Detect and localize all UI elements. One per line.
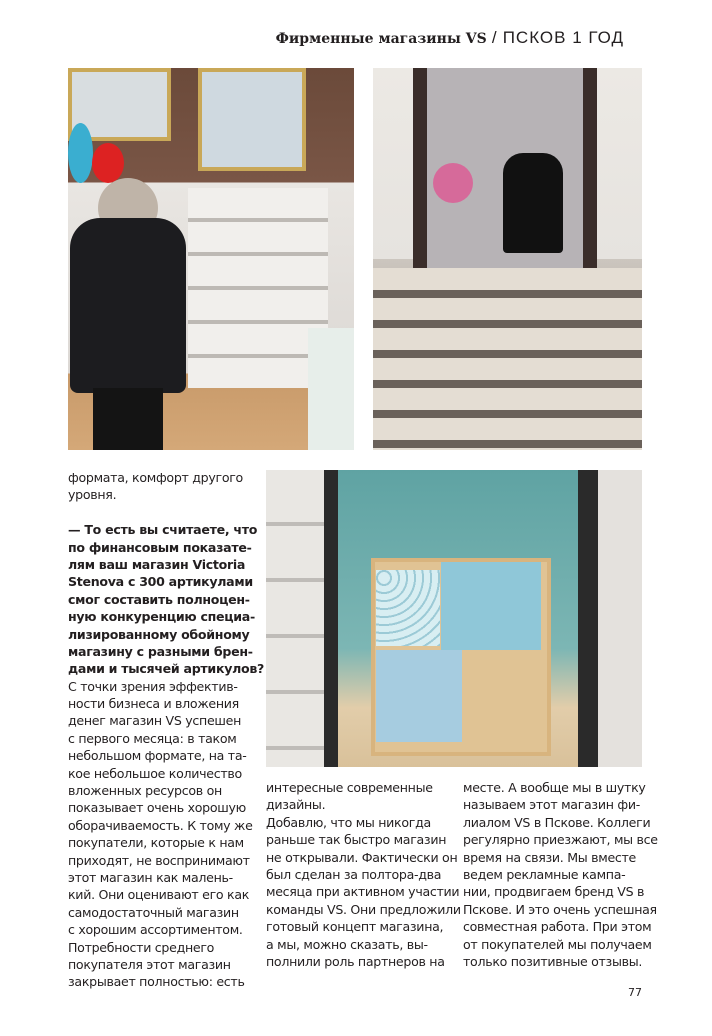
- text-line: ности бизнеса и вложения: [68, 696, 239, 712]
- text-line: с хорошим ассортиментом.: [68, 922, 243, 938]
- question-line: магазину с разными брен-: [68, 643, 253, 659]
- wallpaper-shelf: [188, 188, 328, 388]
- roll-stand-panel: [376, 650, 462, 742]
- text-line: вложенных ресурсов он: [68, 783, 222, 799]
- text-line: небольшом формате, на та-: [68, 748, 247, 764]
- text-line: дизайны.: [266, 797, 326, 813]
- text-line: Пскове. И это очень успешная: [463, 901, 657, 917]
- article-title: ПСКОВ 1 ГОД: [502, 28, 624, 47]
- question-line: смог составить полноцен-: [68, 591, 250, 607]
- photo-display-chair: [373, 68, 642, 450]
- photo-customer-in-store: [68, 68, 354, 450]
- text-line: денег магазин VS успешен: [68, 713, 242, 729]
- text-line: команды VS. Они предложили: [266, 901, 461, 917]
- panel-frame: [413, 68, 427, 268]
- person-jacket: [70, 218, 186, 393]
- text-line: регулярно приезжают, мы все: [463, 832, 658, 848]
- text-line: раньше так быстро магазин: [266, 832, 447, 848]
- page-number: 77: [628, 986, 642, 999]
- section-title: Фирменные магазины VS: [275, 31, 487, 47]
- text-line: а мы, можно сказать, вы-: [266, 936, 428, 952]
- text-column-2: [266, 779, 461, 970]
- header-separator: /: [491, 28, 498, 47]
- question-line: по финансовым показате-: [68, 539, 252, 555]
- text-line: был сделан за полтора-два: [266, 866, 442, 882]
- text-column-3: [463, 779, 658, 970]
- text-line: приходят, не воспринимают: [68, 852, 250, 868]
- wallpaper-rolls: [266, 470, 326, 767]
- question-line: дами и тысячей артикулов?: [68, 661, 265, 677]
- shelf-post: [578, 470, 598, 767]
- text-line: покупателя этот магазин: [68, 956, 231, 972]
- text-line: покупатели, которые к нам: [68, 835, 244, 851]
- text-line: не открывали. Фактически он: [266, 849, 458, 865]
- roll-stand-panel: [441, 562, 541, 650]
- running-header: [276, 28, 624, 48]
- flowers: [433, 163, 473, 203]
- text-column-1: [68, 469, 264, 991]
- question-line: — То есть вы считаете, что: [68, 522, 258, 538]
- text-line: кое небольшое количество: [68, 765, 242, 781]
- stacked-rolls: [376, 570, 440, 646]
- text-line: оборачиваемость. К тому же: [68, 817, 253, 833]
- text-line: этот магазин как малень-: [68, 869, 233, 885]
- text-line: кий. Они оценивают его как: [68, 887, 250, 903]
- question-line: лизированному обойному: [68, 626, 250, 642]
- question-line: ную конкуренцию специа-: [68, 609, 255, 625]
- text-line: с первого месяца: в таком: [68, 730, 237, 746]
- balloon: [92, 143, 124, 183]
- text-line: полнили роль партнеров на: [266, 953, 445, 969]
- text-line: формата, комфорт другого: [68, 470, 243, 485]
- text-line: от покупателей мы получаем: [463, 936, 652, 952]
- question-line: лям ваш магазин Victoria: [68, 556, 246, 572]
- text-line: месяца при активном участии: [266, 884, 460, 900]
- question-line: Stenova с 300 артикулами: [68, 574, 253, 590]
- text-line: уровня.: [68, 487, 117, 503]
- text-line: С точки зрения эффектив-: [68, 678, 238, 694]
- roll-box: [308, 328, 354, 450]
- display-shelves: [373, 268, 642, 450]
- text-line: интересные современные: [266, 780, 433, 795]
- text-line: самодостаточный магазин: [68, 904, 239, 920]
- text-line: ведем рекламные кампа-: [463, 866, 626, 882]
- text-line: месте. А вообще мы в шутку: [463, 780, 646, 795]
- text-line: лиалом VS в Пскове. Коллеги: [463, 814, 651, 830]
- text-line: показывает очень хорошую: [68, 800, 246, 816]
- text-line: время на связи. Мы вместе: [463, 849, 637, 865]
- chair: [503, 153, 563, 253]
- text-line: совместная работа. При этом: [463, 919, 652, 935]
- photo-rolls-stand: [266, 470, 642, 767]
- person-legs: [93, 388, 163, 450]
- text-line: закрывает полностью: есть: [68, 974, 245, 990]
- text-line: готовый концепт магазина,: [266, 919, 444, 935]
- text-line: нии, продвигаем бренд VS в: [463, 884, 645, 900]
- panel-frame: [583, 68, 597, 268]
- text-line: только позитивные отзывы.: [463, 953, 643, 969]
- text-line: Потребности среднего: [68, 939, 215, 955]
- framed-picture: [198, 68, 306, 171]
- wallpaper-rolls: [598, 470, 642, 767]
- text-line: Добавлю, что мы никогда: [266, 814, 431, 830]
- shelf-post: [324, 470, 338, 767]
- balloon: [68, 123, 93, 183]
- text-line: называем этот магазин фи-: [463, 797, 640, 813]
